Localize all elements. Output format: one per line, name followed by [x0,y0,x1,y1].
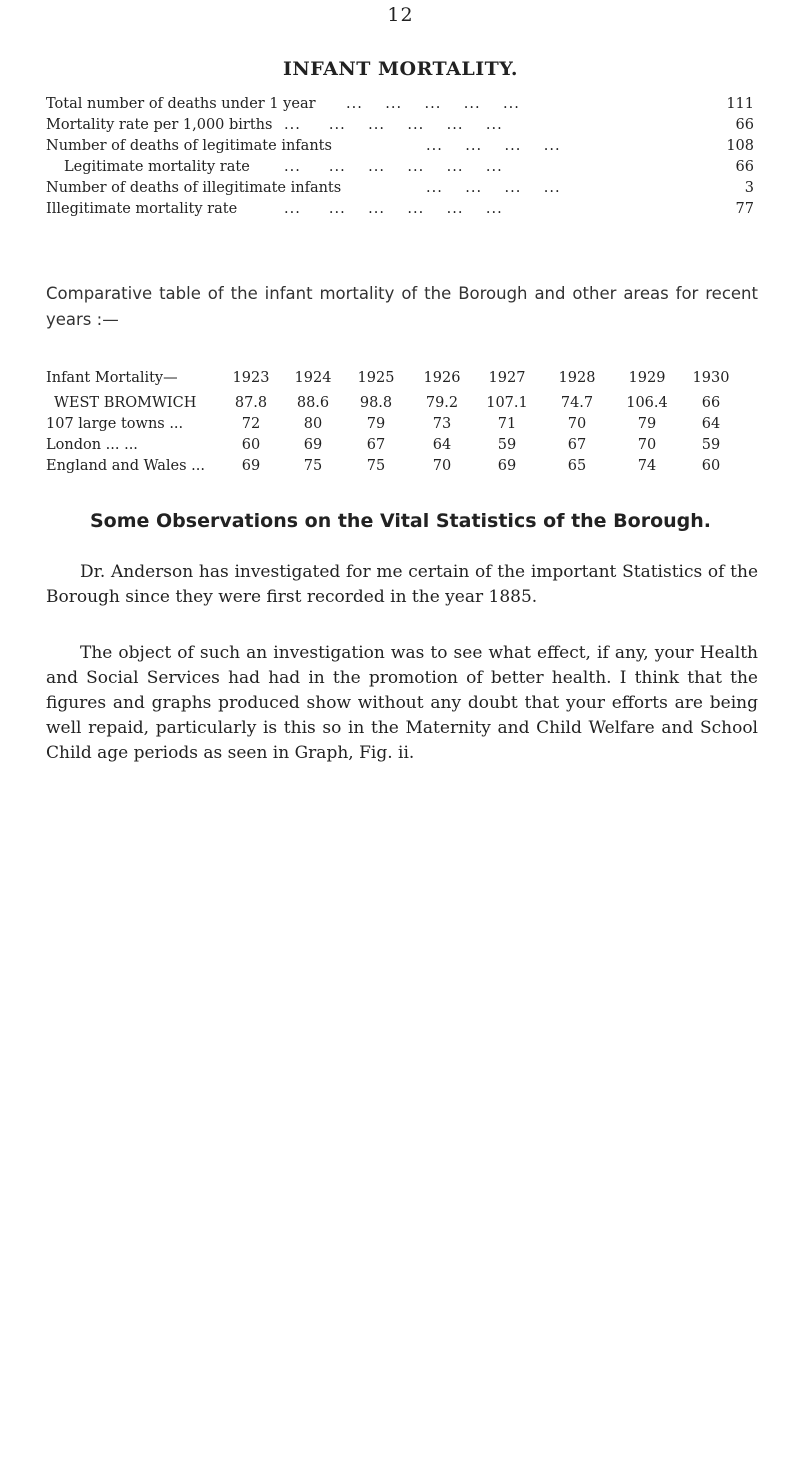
table-cell: 59 [497,437,517,453]
observations-heading: Some Observations on the Vital Statistics of the Borough. [89,510,712,532]
section-title: INFANT MORTALITY. [283,58,518,80]
table-header-label: Infant Mortality— [46,370,178,386]
stat-row [46,180,756,201]
stat-label: Illegitimate mortality rate [46,201,238,217]
leader-dots: ... ... ... ... ... ... [284,159,503,175]
comparative-table-intro: Comparative table of the infant mortality of the Borough and other areas for recent years :— [46,284,758,329]
year-header: 1930 [692,370,730,386]
table-cell: 88.6 [296,395,330,411]
stat-value: 77 [735,201,754,217]
leader-dots: ... ... ... ... [426,138,561,154]
observations-paragraph: Dr. Anderson has investigated for me certain of the important Statistics of the Borough since they were first recorded in the year 1885. [46,562,758,607]
year-header: 1925 [357,370,395,386]
year-header: 1924 [294,370,332,386]
table-cell: 75 [366,458,386,474]
table-cell: 59 [701,437,721,453]
stat-value: 66 [735,117,754,133]
table-row [46,437,758,458]
table-cell: 80 [303,416,323,432]
stat-value: 108 [726,138,754,154]
table-row [46,395,758,416]
table-cell: 67 [366,437,386,453]
leader-dots: ... ... ... ... ... ... [284,117,503,133]
table-row [46,458,758,479]
table-cell: 87.8 [234,395,268,411]
year-header: 1923 [232,370,270,386]
leader-dots: ... ... ... ... ... [346,96,520,112]
row-label: London ... ... [46,437,138,453]
table-cell: 72 [241,416,261,432]
row-label: WEST BROMWICH [54,395,197,411]
infant-mortality-table [46,370,758,479]
row-label: 107 large towns ... [46,416,184,432]
table-cell: 66 [701,395,721,411]
stat-label: Total number of deaths under 1 year [46,96,316,112]
table-cell: 67 [567,437,587,453]
mortality-stats-list [46,96,756,222]
stat-row [46,201,756,222]
year-header: 1928 [558,370,596,386]
stat-value: 111 [726,96,754,112]
table-header-row [46,370,758,391]
stat-row [46,138,756,159]
stat-row [46,159,756,180]
stat-row [46,96,756,117]
row-label: England and Wales ... [46,458,205,474]
table-cell: 106.4 [626,395,668,411]
stat-label: Legitimate mortality rate [64,159,250,175]
table-cell: 70 [637,437,657,453]
stat-value: 66 [735,159,754,175]
table-cell: 71 [497,416,517,432]
table-cell: 79 [637,416,657,432]
table-cell: 64 [701,416,721,432]
table-cell: 65 [567,458,587,474]
table-row [46,416,758,437]
leader-dots: ... ... ... ... ... ... [284,201,503,217]
table-cell: 70 [432,458,452,474]
year-header: 1926 [423,370,461,386]
stat-label: Mortality rate per 1,000 births [46,117,273,133]
table-cell: 64 [432,437,452,453]
table-cell: 60 [701,458,721,474]
leader-dots: ... ... ... ... [426,180,561,196]
year-header: 1929 [628,370,666,386]
table-cell: 70 [567,416,587,432]
stat-label: Number of deaths of illegitimate infants [46,180,342,196]
table-cell: 75 [303,458,323,474]
table-cell: 79.2 [425,395,459,411]
stat-value: 3 [744,180,754,196]
table-cell: 69 [497,458,517,474]
table-cell: 98.8 [359,395,393,411]
page-number: 12 [387,4,414,26]
year-header: 1927 [488,370,526,386]
table-cell: 107.1 [486,395,528,411]
table-cell: 69 [303,437,323,453]
table-cell: 79 [366,416,386,432]
table-cell: 74 [637,458,657,474]
table-cell: 74.7 [560,395,594,411]
table-cell: 60 [241,437,261,453]
table-cell: 73 [432,416,452,432]
observations-paragraph: The object of such an investigation was to see what effect, if any, your Health and Social Services had had in the promotion of better health. I think that the figures and graphs produced show without any doubt that your efforts are being well repaid, particularly is this so in the Maternity and Child Welfare and School Child age periods as seen in Graph, Fig. ii. [46,643,758,763]
stat-label: Number of deaths of legitimate infants [46,138,332,154]
stat-row [46,117,756,138]
table-cell: 69 [241,458,261,474]
